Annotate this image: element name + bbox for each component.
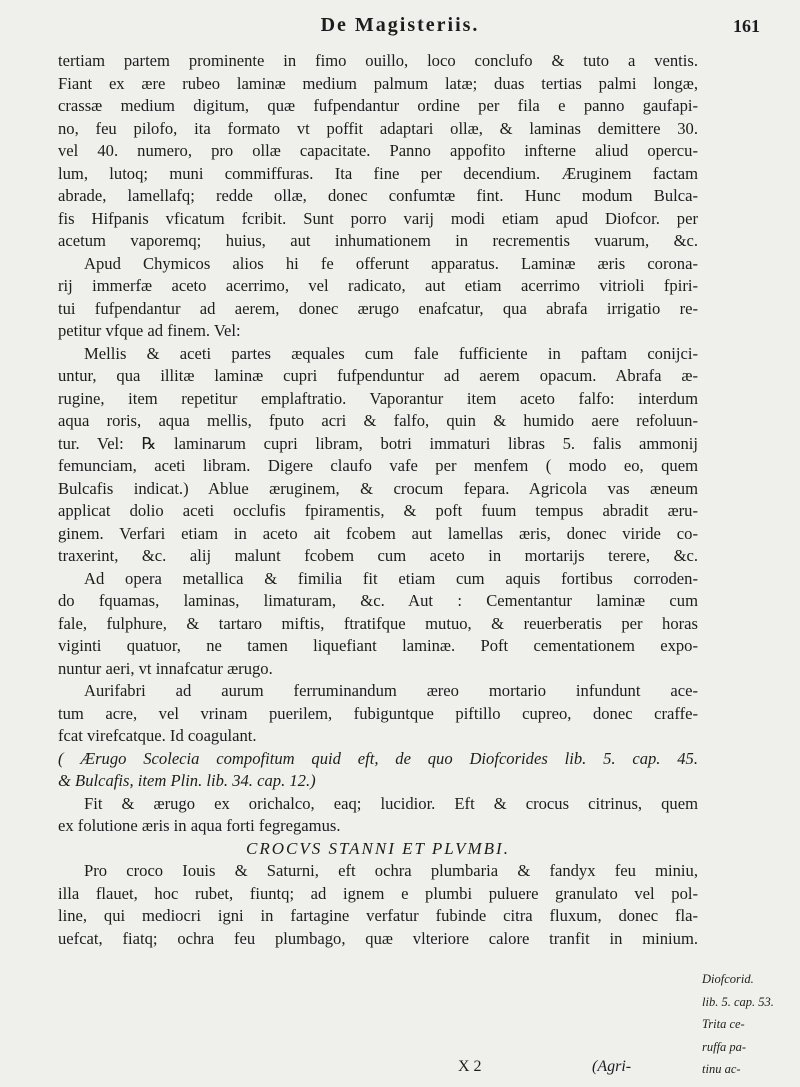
marginal-note-line: tinu ac- [702, 1062, 741, 1076]
text-line: nuntur aeri, vt innafcatur ærugo. [58, 658, 273, 678]
text-line: Fiant ex ære rubeo laminæ medium palmum latæ; duas tertias palmi longæ, [58, 73, 698, 93]
text-line: Pro croco Iouis & Saturni, eft ochra plumbaria & fandyx feu miniu, [84, 861, 698, 880]
text-line: Mellis & aceti partes æquales cum fale fufficiente in paftam conijci- [84, 343, 698, 363]
page-number: 161 [733, 16, 760, 36]
text-line: vel 40. numero, pro ollæ capacitate. Panno appofito infterne aliud opercu- [58, 141, 698, 160]
marginal-note-line: lib. 5. cap. 53. [702, 994, 774, 1009]
text-line: do fquamas, laminas, limaturam, &c. Aut : Cementantur laminæ cum [58, 591, 698, 610]
text-line: Ad opera metallica & fimilia fit etiam cum aquis fortibus corroden- [84, 568, 698, 588]
text-line: Bulcafis indicat.) Ablue æruginem, & crocum fepara. Agricola vas æneum [58, 478, 698, 498]
text-line: applicat dolio aceti occlufis fpiramentis, & poft fuum tempus abradit æru- [58, 501, 698, 520]
page-footer [0, 1058, 800, 1082]
text-line: ginem. Verfari etiam in aceto ait fcobem aut lamellas æris, donec viride co- [58, 523, 698, 543]
text-line: tertiam partem prominente in fimo ouillo, loco conclufo & tuto a ventis. [58, 51, 698, 70]
text-line: fale, fulphure, & tartaro miftis, ftratifque mutuo, & reuerberatis per horas [58, 613, 698, 633]
text-line: rij immerfæ aceto acerrimo, vel radicato, aut etiam acerrimo vitrioli fpiri- [58, 276, 698, 295]
text-line: line, qui mediocri igni in fartagine verfatur fubinde citra fluxum, donec fla- [58, 906, 698, 925]
text-line: crassæ medium digitum, quæ fufpendantur ordine per fila e panno gaufapi- [58, 96, 698, 115]
marginal-note-line: Trita ce- [702, 1017, 745, 1031]
text-line: traxerint, &c. alij malunt fcobem cum aceto in mortarijs terere, &c. [58, 546, 698, 565]
text-line: Apud Chymicos alios hi fe offerunt apparatus. Laminæ æris corona- [84, 253, 698, 273]
signature-mark: X 2 [458, 1058, 482, 1075]
text-line: abrade, lamellafq; redde ollæ, donec confumtæ fint. Hunc modum Bulca- [58, 186, 698, 205]
text-line: petitur vfque ad finem. Vel: [58, 321, 241, 340]
text-line: Fit & ærugo ex orichalco, eaq; lucidior. Eft & crocus citrinus, quem [84, 793, 698, 813]
catchword: (Agri- [592, 1058, 632, 1075]
text-line: ( Ærugo Scolecia compofitum quid eft, de quo Diofcorides lib. 5. cap. 45. [58, 748, 698, 768]
running-head [0, 14, 800, 44]
text-line: tui fufpendantur ad aerem, donec ærugo enafcatur, qua abrafa irrigatio re- [58, 298, 698, 318]
text-line: no, feu pilofo, ita formato vt poffit adaptari ollæ, & laminas demittere 30. [58, 118, 698, 138]
section-heading: CROCVS STANNI ET PLVMBI. [246, 838, 510, 858]
text-line: tum acre, vel vrinam puerilem, fubiguntque piftillo cupreo, donec craffe- [58, 703, 698, 723]
text-line: femunciam, aceti libram. Digere claufo vafe per menfem ( modo eo, quem [58, 456, 698, 475]
text-line: lum, lutoq; muni commiffuras. Ita fine per decendium. Æruginem factam [58, 163, 698, 183]
text-line: viginti quatuor, ne tamen liquefiant laminæ. Poft cementationem expo- [58, 636, 698, 655]
body-text [58, 50, 698, 950]
text-line: uefcat, fiatq; ochra feu plumbago, quæ vlteriore calore tranfit in minium. [58, 928, 698, 948]
text-line: untur, qua illitæ laminæ cupri fufpenduntur ad aerem opacum. Abrafa æ- [58, 366, 698, 385]
text-line: & Bulcafis, item Plin. lib. 34. cap. 12.) [58, 771, 316, 790]
text-line: tur. Vel: ℞ laminarum cupri libram, botri immaturi libras 5. falis ammonij [58, 433, 698, 453]
text-line: Aurifabri ad aurum ferruminandum æreo mortario infundunt ace- [84, 681, 698, 700]
marginal-note-line: ruffa pa- [702, 1039, 747, 1054]
text-line: fcat virefcatque. Id coagulant. [58, 726, 257, 745]
marginal-note-line: Diofcorid. [702, 972, 754, 986]
text-line: illa flauet, hoc rubet, fiuntq; ad ignem e plumbi puluere granulato vel pol- [58, 883, 698, 903]
page-title: De Magisteriis. [320, 14, 480, 36]
text-line: aqua roris, aqua mellis, fputo acri & falfo, quin & humido aere refoluun- [58, 411, 698, 430]
text-line: acetum vaporemq; huius, aut inhumationem in recrementis vuarum, &c. [58, 231, 698, 250]
text-line: ex folutione æris in aqua forti fegregamus. [58, 816, 341, 835]
text-line: rugine, item repetitur emplaftratio. Vaporantur item aceto falfo: interdum [58, 388, 698, 408]
text-line: fis Hifpanis vficatum fcribit. Sunt porro varij modi etiam apud Diofcor. per [58, 208, 698, 228]
